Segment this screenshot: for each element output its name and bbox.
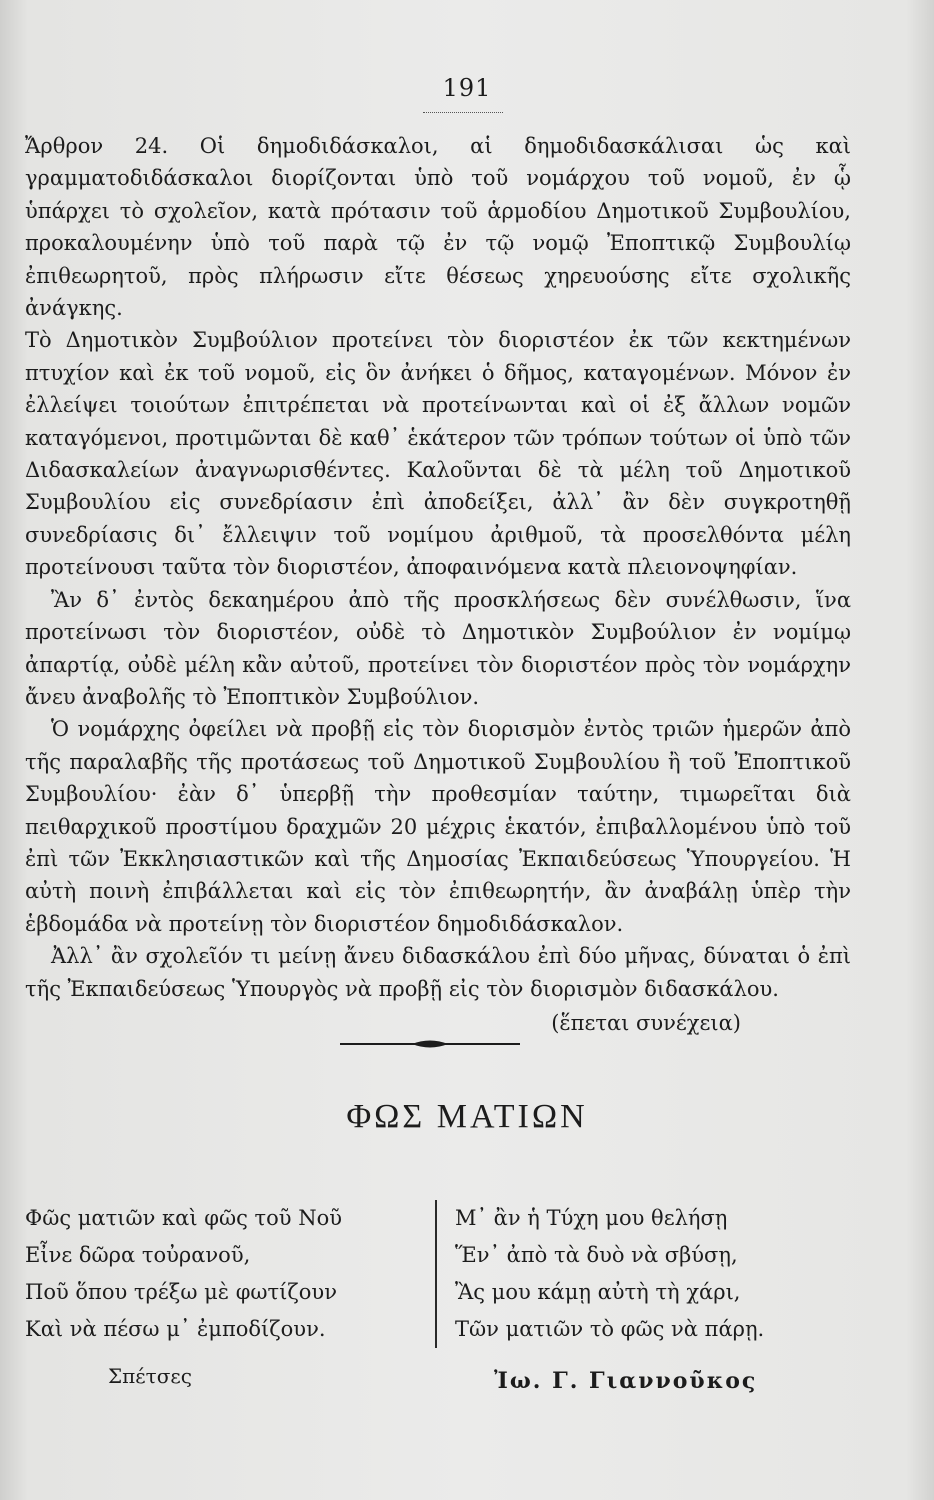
poem-stanza-left (25, 1200, 425, 1348)
article-paragraph-1 (25, 130, 851, 324)
poem-line: Καὶ νὰ πέσω μ᾽ ἐμποδίζουν. (25, 1317, 326, 1341)
paragraph-text: Ἂν δ᾽ ἐντὸς δεκαημέρου ἀπὸ τῆς προσκλήσεως δὲν συνέλθωσιν, ἵνα προτείνωσι τὸν διοριστέον, οὐδὲ τὸ Δημοτικὸν Συμβούλιον ἐν νομίμῳ ἀπαρτίᾳ, οὐδὲ μέλη κἂν αὐτοῦ, προτείνει τὸν διοριστέον πρὸς τὸν νομάρχην ἄνευ ἀναβολῆς τὸ Ἐποπτικὸν Συμβούλιον. (25, 587, 851, 709)
article-body (25, 130, 851, 1039)
poem-stanza-right (435, 1200, 875, 1348)
poem (25, 1200, 855, 1350)
poem-line: Μ᾽ ἂν ἡ Τύχη μου θελήσῃ (455, 1206, 728, 1230)
paragraph-text: Ἀλλ᾽ ἂν σχολεῖόν τι μείνῃ ἄνευ διδασκάλου ἐπὶ δύο μῆνας, δύναται ὁ ἐπὶ τῆς Ἐκπαιδεύσεως Ὑπουργὸς νὰ προβῇ εἰς τὸν διορισμὸν διδασκάλου. (25, 944, 851, 1001)
paragraph-text: Ὁ νομάρχης ὀφείλει νὰ προβῇ εἰς τὸν διορισμὸν ἐντὸς τριῶν ἡμερῶν ἀπὸ τῆς παραλαβῆς τῆς προτάσεως τοῦ Δημοτικοῦ Συμβουλίου ἢ τοῦ Ἐποπτικοῦ Συμβουλίου· ἐὰν δ᾽ ὑπερβῇ τὴν προθεσμίαν ταύτην, τιμωρεῖται διὰ πειθαρχικοῦ προστίμου δραχμῶν 20 μέχρις ἑκατόν, ἐπιβαλλομένου ὑπὸ τοῦ ἐπὶ τῶν Ἐκκλησιαστικῶν καὶ τῆς Δημοσίας Ἐκπαιδεύσεως Ὑπουργείου. Ἡ αὐτὴ ποινὴ ἐπιβάλλεται καὶ εἰς τὸν ἐπιθεωρητήν, ἂν ἀναβάλῃ ὑπὲρ τὴν ἑβδομάδα νὰ προτείνῃ τὸν διοριστέον δημοδιδάσκαλον. (25, 717, 851, 936)
ornament-divider (340, 1036, 520, 1052)
article-paragraph-5 (25, 940, 851, 1005)
poem-line: Εἶνε δῶρα τοὐρανοῦ, (25, 1243, 251, 1267)
page-number: 191 (442, 74, 492, 102)
poem-line: Φῶς ματιῶν καὶ φῶς τοῦ Νοῦ (25, 1206, 342, 1230)
page-number-rule (423, 112, 503, 113)
article-paragraph-3 (25, 584, 851, 714)
poem-place: Σπέτσες (108, 1364, 192, 1388)
poem-title: ΦΩΣ ΜΑΤΙΩΝ (346, 1098, 588, 1135)
poem-line: Ἕν᾽ ἀπὸ τὰ δυὸ νὰ σβύσῃ, (455, 1243, 738, 1267)
paragraph-text: Οἱ δημοδιδάσκαλοι, αἱ δημοδιδασκάλισαι ὡς καὶ γραμματοδιδάσκαλοι διορίζονται ὑπὸ τοῦ νομάρχου τοῦ νομοῦ, ἐν ᾧ ὑπάρχει τὸ σχολεῖον, κατὰ πρότασιν τοῦ ἁρμοδίου Δημοτικοῦ Συμβουλίου, προκαλουμένην ὑπὸ τοῦ παρὰ τῷ ἐν τῷ νομῷ Ἐποπτικῷ Συμβουλίῳ ἐπιθεωρητοῦ, πρὸς πλήρωσιν εἴτε θέσεως χηρευούσης εἴτε σχολικῆς ἀνάγκης. (25, 134, 851, 321)
article-number: Ἄρθρον 24. (25, 134, 169, 158)
poem-line: Τῶν ματιῶν τὸ φῶς νὰ πάρῃ. (455, 1317, 765, 1341)
poem-line: Ποῦ ὅπου τρέξω μὲ φωτίζουν (25, 1280, 337, 1304)
poem-line: Ἂς μου κάμῃ αὐτὴ τὴ χάρι, (455, 1280, 741, 1304)
paragraph-text: Τὸ Δημοτικὸν Συμβούλιον προτείνει τὸν διοριστέον ἐκ τῶν κεκτημένων πτυχίον καὶ ἐκ τοῦ νομοῦ, εἰς ὃν ἀνήκει ὁ δῆμος, καταγομένων. Μόνον ἐν ἐλλείψει τοιούτων ἐπιτρέπεται νὰ προτείνωνται καὶ οἱ ἐξ ἄλλων νομῶν καταγόμενοι, προτιμῶνται δὲ καθ᾽ ἑκάτερον τῶν τρόπων τούτων οἱ ὑπὸ τῶν Διδασκαλείων ἀναγνωρισθέντες. Καλοῦνται δὲ τὰ μέλη τοῦ Δημοτικοῦ Συμβουλίου εἰς συνεδρίασιν ἐπὶ ἀποδείξει, ἀλλ᾽ ἂν δὲν συγκροτηθῇ συνεδρίασις δι᾽ ἔλλειψιν τοῦ νομίμου ἀριθμοῦ, τὰ προσελθόντα μέλη προτείνουσι ταῦτα τὸν διοριστέον, ἀποφαινόμενα κατὰ πλειονοψηφίαν. (25, 328, 851, 580)
poem-author: Ἰω. Γ. Γιαννοῦκος (494, 1368, 758, 1394)
continued-note: (ἕπεται συνέχεια) (551, 1010, 741, 1035)
article-paragraph-4 (25, 713, 851, 940)
article-paragraph-2 (25, 324, 851, 583)
